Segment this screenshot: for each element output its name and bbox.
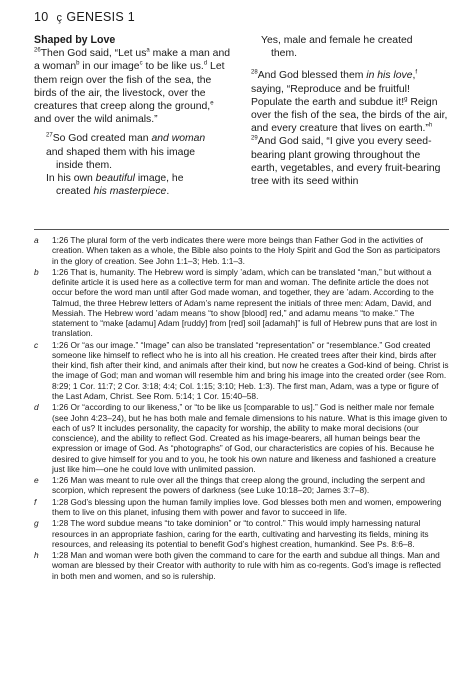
footnote-letter: c [34, 339, 39, 350]
footnote [34, 550, 449, 581]
footnote-text: 1:26 That is, humanity. The Hebrew word is simply ’adam, which can be translated “man,” but without a definite article it is used here as a collective term for man and woman. The definite article the does not occur before the word man until after God made woman, and together, they are ’adam. According to the Talmud, the three Hebrew letters of Adam’s name represent the initials of three men: Adam, David, and Messiah. The Hebrew word ’adam means “to show [blood] red,” and adamu means “to make.” The statement to “make [adamu] Adam [ruddy] from [red] soil [adamah]” is full of Hebrew puns that are lost in translation. [52, 266, 437, 339]
footnote-ref[interactable]: h [428, 122, 433, 129]
verse-number: 27 [46, 132, 53, 139]
footnote-ref[interactable]: f [415, 69, 418, 76]
footnote-text: 1:26 Or “as our image.” “Image” can also be translated “representation” or “resemblance.” God created someone like himself to reflect who he is into all his creation. He created trees after their kind, birds after their kind, fish after their kind, and animals after their kind, but now he creates a God-kind of being. Christ is the image of God; man and woman will resemble him and bring his image into the created order (see Rom. 8:29; 1 Cor. 11:7; 2 Cor. 3:18; 4:4; Col. 1:15; 3:10; Heb. 1:3). The first man, Adam, was a type or figure of the Last Adam, Christ. See Rom. 5:14; 1 Cor. 15:40–58. [52, 339, 449, 401]
footnote [34, 475, 449, 496]
footnote-letter: e [34, 475, 39, 486]
footnote [34, 267, 449, 339]
verse-28: $^{28}$And God blessed them in his love,$^f$ saying, “Reproduce and be fruitful! Populate the earth and subdue it!$^g$ Reign over the fish of the sea, the birds of the air, and every creature that lives on earth.”$^h$ [251, 69, 448, 135]
footnote-letter: f [34, 496, 37, 507]
poem-line: In his own beautiful image, he [46, 173, 184, 185]
footnote [34, 402, 449, 474]
verse-number: 26 [34, 47, 41, 54]
footnote-text: 1:28 Man and woman were both given the command to care for the earth and subdue all things. Man and woman are blessed by their Creator with authority to rule with him as co-regents. God’s image is reflected in both men and women, and so is rulership. [52, 550, 441, 581]
footnote [34, 235, 449, 266]
footnote-text: 1:26 The plural form of the verb indicates there were more beings than Father God in the activities of creation. When taken as a whole, the Bible also points to the Holy Spirit and God the Son as participators in the glory of creation. See John 1:1–3; Heb. 1:1–3. [52, 235, 441, 266]
poem-line: and shaped them with his image [46, 146, 196, 158]
verse-26: $^{26}$Then God said, “Let $us^a$ make a man and a woman$^b$ in our image$^c$ to be like us.$^d$ Let them reign over the fish of the sea, the birds of the air, the livestock, over the creatures that creep along the ground,$^e$ and over the wild animals.” [34, 47, 231, 126]
ornament-icon: ç [56, 12, 63, 24]
running-head [34, 10, 449, 32]
right-column [251, 34, 449, 229]
poem-line: $^{27}$So God created man and woman [46, 132, 206, 145]
footnote-divider [34, 229, 449, 230]
section-heading: Shaped by Love [34, 34, 116, 46]
footnote-ref[interactable]: b [76, 60, 80, 67]
footnote-letter: d [34, 402, 39, 413]
verse-number: 29 [251, 135, 258, 142]
footnote-text: 1:26 Man was meant to rule over all the things that creep along the ground, including the serpent and scorpion, which represent the powers of darkness (see Luke 10:18–20; James 3:7–8). [52, 475, 425, 496]
footnote-ref[interactable]: a [146, 47, 150, 54]
verse-27-poem [46, 132, 232, 198]
footnote-letter: g [34, 518, 39, 529]
verse-number: 28 [251, 69, 258, 76]
footnote-letter: h [34, 550, 39, 561]
book-chapter-title: GENESIS 1 [66, 10, 136, 24]
scripture-columns [34, 34, 449, 229]
footnote [34, 518, 449, 549]
footnote-text: 1:28 God’s blessing upon the human family implies love. God blesses both men and women, empowering them to live on this planet, infusing them with power and favor to succeed in life. [52, 496, 442, 517]
left-column [34, 34, 232, 229]
footnote-ref[interactable]: e [210, 100, 214, 107]
poem-continuation [261, 34, 449, 60]
verse-29: $^{29}$And God said, “I give you every seed-bearing plant growing throughout the earth, vegetables, and every fruit-bearing tree with its seed within [251, 135, 441, 188]
footnote-text: 1:28 The word subdue means “to take dominion” or “to control.” This would imply harnessing natural resources in an appropriate fashion, caring for the earth, cultivating and harvesting its fields, mining its resources, and releasing its potential to benefit God’s highest creation, humankind. See Ps. 8:6–8. [52, 518, 429, 549]
footnote-text: 1:26 Or “according to our likeness,” or “to be like us [comparable to us].” God is neither male nor female (see John 4:23–24), but he has both male and female dimensions to his nature. What is this image given to each of us? It includes personality, the capacity for worship, the ability to make moral decisions (our conscience), and the ability to reflect God. Created as his image-bearers, all human beings bear the expression or image of God. As “photographs” of God, our characteristics are copies of his. Because he desired to give himself for you and to you, he took his own nature and likeness and fashioned a creature just like him—one he could love with unlimited passion. [52, 402, 448, 474]
footnote-letter: b [34, 266, 39, 277]
footnote-ref[interactable]: d [203, 60, 208, 67]
footnote-ref[interactable]: c [139, 60, 143, 67]
page-number: 10 [34, 10, 49, 24]
footnote-ref[interactable]: g [404, 96, 408, 103]
footnote [34, 497, 449, 518]
poem-line: them. [271, 48, 297, 60]
footnote [34, 340, 449, 402]
poem-line: inside them. [56, 159, 113, 171]
footnote-letter: a [34, 235, 39, 245]
poem-line: created his masterpiece. [56, 186, 170, 198]
poem-line: Yes, male and female he created [261, 35, 413, 46]
footnotes [34, 235, 449, 581]
